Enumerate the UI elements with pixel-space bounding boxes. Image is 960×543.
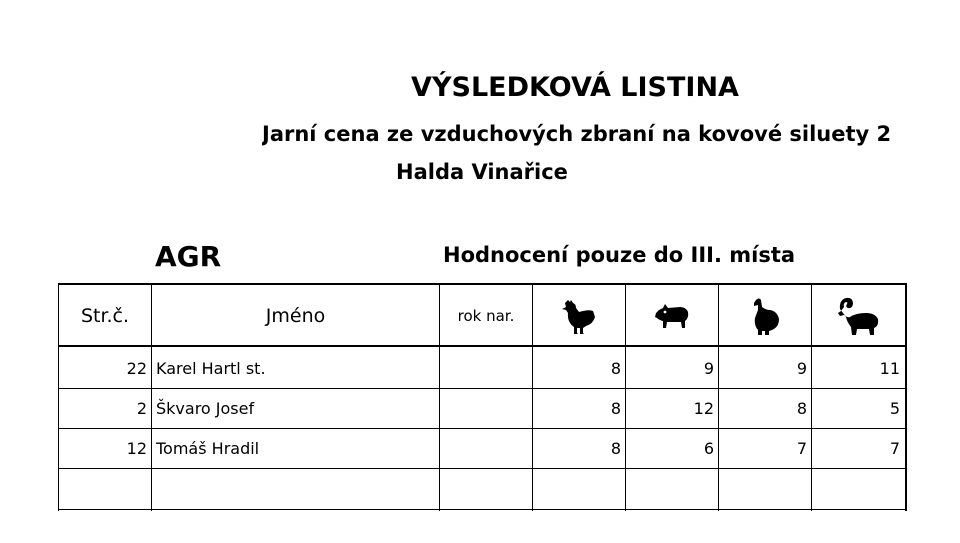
cell-name: Škvaro Josef: [156, 399, 255, 418]
document-title: VÝSLEDKOVÁ LISTINA: [411, 72, 739, 103]
venue-name: Halda Vinařice: [396, 160, 568, 184]
cell-start-number: 2: [136, 399, 147, 418]
cell-birth-year: [440, 389, 532, 429]
cell-start-number: 12: [126, 439, 147, 458]
cell-score-turkey: 8: [796, 399, 807, 418]
ram-icon: [812, 286, 904, 345]
competition-name: Jarní cena ze vzduchových zbraní na kovové siluety 2: [262, 122, 892, 146]
cell-start-number: [59, 469, 151, 509]
cell-start-number: 22: [126, 359, 147, 378]
table-header-divider: [58, 345, 907, 347]
cell-score-chicken: 8: [610, 359, 621, 378]
ranking-note: Hodnocení pouze do III. místa: [443, 243, 796, 267]
cell-score-ram: 5: [889, 399, 900, 418]
cell-name: Karel Hartl st.: [156, 359, 266, 378]
table-border-right: [905, 284, 907, 511]
cell-score-turkey: [719, 469, 811, 509]
table-border-bottom: [58, 509, 907, 510]
cell-score-ram: [812, 469, 904, 509]
cell-score-chicken: 8: [610, 399, 621, 418]
cell-score-ram: 7: [889, 439, 900, 458]
cell-score-turkey: 9: [796, 359, 807, 378]
header-name: Jméno: [265, 304, 326, 327]
turkey-icon: [719, 286, 811, 345]
cell-name: [153, 469, 439, 509]
category-label: AGR: [155, 240, 222, 273]
cell-score-chicken: 8: [610, 439, 621, 458]
chicken-icon: [533, 286, 625, 345]
cell-name: Tomáš Hradil: [156, 439, 260, 458]
header-birth-year: rok nar.: [457, 306, 515, 325]
cell-birth-year: [440, 349, 532, 389]
table-border-top: [58, 283, 907, 285]
cell-score-pig: [626, 469, 718, 509]
cell-birth-year: [440, 429, 532, 469]
cell-birth-year: [440, 469, 532, 509]
pig-icon: [626, 286, 718, 345]
cell-score-ram: 11: [879, 359, 900, 378]
cell-score-pig: 12: [693, 399, 714, 418]
header-start-number: Str.č.: [80, 304, 130, 327]
cell-score-turkey: 7: [796, 439, 807, 458]
cell-score-pig: 6: [703, 439, 714, 458]
cell-score-chicken: [533, 469, 625, 509]
cell-score-pig: 9: [703, 359, 714, 378]
